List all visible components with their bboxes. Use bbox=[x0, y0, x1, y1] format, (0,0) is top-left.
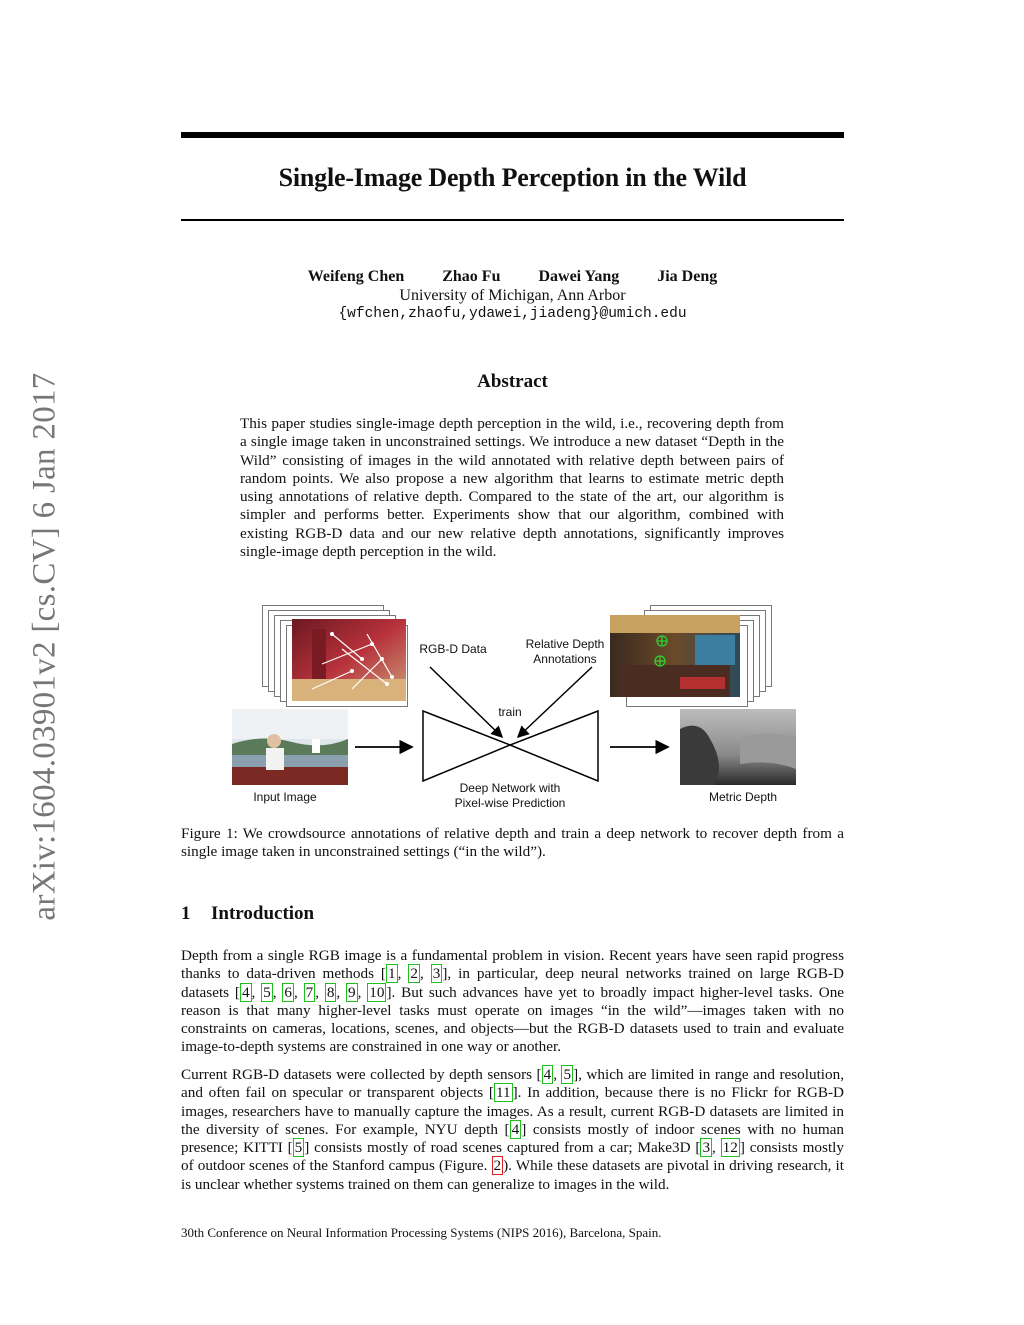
metric-depth-label: Metric Depth bbox=[708, 790, 778, 804]
author-email[interactable]: {wfchen,zhaofu,ydawei,jiadeng}@umich.edu bbox=[338, 306, 687, 322]
citation-link[interactable]: 11 bbox=[495, 1084, 511, 1102]
figure-1 bbox=[180, 595, 845, 820]
intro-paragraph-1: Depth from a single RGB image is a fundamental problem in vision. Recent years have seen rapid progress thanks to data-driven methods [ 1 , 2 , 3 ], in particular, deep neural networks trained on large RGB-D datasets [ 4 , 5 , 6 , 7 , 8 , 9 , 10 ]. But such advances have yet to broadly impact higher-level tasks. One reason is that many higher-level tasks must operate on images “in the wild”—images taken with no constraints on cameras, locations, scenes, and objects—but the RGB-D datasets used to train and evaluate image-to-depth systems are constrained in one way or another. bbox=[181, 947, 845, 1056]
network-label: Deep Network with Pixel-wise Prediction bbox=[454, 781, 566, 810]
intro-paragraph-2: Current RGB-D datasets were collected by depth sensors [ 4 , 5 ], which are limited in range and resolution, and often fail on specular or transparent objects [ 11 ]. In addition, because there is no Flickr for RGB-D images, researchers have to manually capture the images. As a result, current RGB-D datasets are limited in the diversity of scenes. For example, NYU depth [ 4 ] consists mostly of indoor scenes with no human presence; KITTI [ 5 ] consists mostly of road scenes captured from a car; Make3D [ 3 , 12 ] consists mostly of outdoor scenes of the Stanford campus (Figure. 2 ). While these datasets are pivotal in driving research, it is unclear whether systems trained on them can generalize to images in the wild. bbox=[181, 1066, 844, 1193]
citation-link[interactable]: 5 bbox=[563, 1066, 572, 1083]
citation-link[interactable]: 4 bbox=[543, 1066, 552, 1083]
rgbd-data-label: RGB-D Data bbox=[419, 642, 487, 656]
author-list bbox=[181, 268, 844, 286]
abstract-text: This paper studies single-image depth perception in the wild, i.e., recovering depth from a single image taken in unconstrained settings. We introduce a new dataset “Depth in the Wild” consisting of images in the wild annotated with relative depth between pairs of random points. We also propose a new algorithm that learns to estimate metric depth using annotations of relative depth. Compared to the state of the art, our algorithm is simpler and performs better. Experiments show that our algorithm, combined with existing RGB-D data and our new relative depth annotations, significantly improves single-image depth perception in the wild. bbox=[240, 415, 784, 561]
citation-link[interactable]: 6 bbox=[284, 983, 292, 1001]
citation-link[interactable]: 8 bbox=[326, 983, 335, 1001]
author-name: Weifeng Chen bbox=[307, 268, 405, 285]
arxiv-stamp: arXiv:1604.03901v2 [cs.CV] 6 Jan 2017 bbox=[26, 372, 63, 921]
section-heading bbox=[181, 903, 314, 925]
relative-depth-label: Relative Depth Annotations bbox=[525, 637, 605, 666]
section-title: Introduction bbox=[211, 903, 315, 924]
train-label: train bbox=[498, 705, 522, 719]
citation-link[interactable]: 7 bbox=[305, 983, 314, 1001]
citation-link[interactable]: 1 bbox=[388, 965, 396, 983]
figure-reference-link[interactable]: 2 bbox=[493, 1157, 502, 1175]
citation-link[interactable]: 9 bbox=[348, 983, 356, 1001]
citation-link[interactable]: 4 bbox=[511, 1120, 520, 1138]
input-image-label: Input Image bbox=[253, 790, 317, 804]
author-name: Dawei Yang bbox=[538, 268, 620, 285]
author-name: Zhao Fu bbox=[442, 268, 501, 285]
citation-link[interactable]: 12 bbox=[722, 1139, 738, 1157]
citation-link[interactable]: 2 bbox=[410, 965, 418, 983]
citation-link[interactable]: 4 bbox=[241, 983, 250, 1001]
citation-link[interactable]: 10 bbox=[369, 983, 385, 1001]
section-number: 1 bbox=[181, 903, 191, 924]
title-bottom-rule bbox=[181, 219, 844, 221]
citation-link[interactable]: 5 bbox=[294, 1139, 303, 1157]
citation-link[interactable]: 3 bbox=[702, 1139, 711, 1157]
citation-link[interactable]: 5 bbox=[263, 983, 271, 1001]
title-top-rule bbox=[181, 132, 844, 138]
abstract-heading: Abstract bbox=[477, 371, 548, 392]
author-name: Jia Deng bbox=[657, 268, 718, 285]
figure-caption: Figure 1: We crowdsource annotations of relative depth and train a deep network to recover depth from a single image taken in unconstrained settings (“in the wild”). bbox=[181, 825, 844, 861]
conference-footnote: 30th Conference on Neural Information Processing Systems (NIPS 2016), Barcelona, Spain. bbox=[181, 1225, 662, 1240]
affiliation: University of Michigan, Ann Arbor bbox=[399, 287, 626, 304]
paper-title: Single-Image Depth Perception in the Wild bbox=[278, 163, 747, 192]
citation-link[interactable]: 3 bbox=[432, 965, 441, 983]
